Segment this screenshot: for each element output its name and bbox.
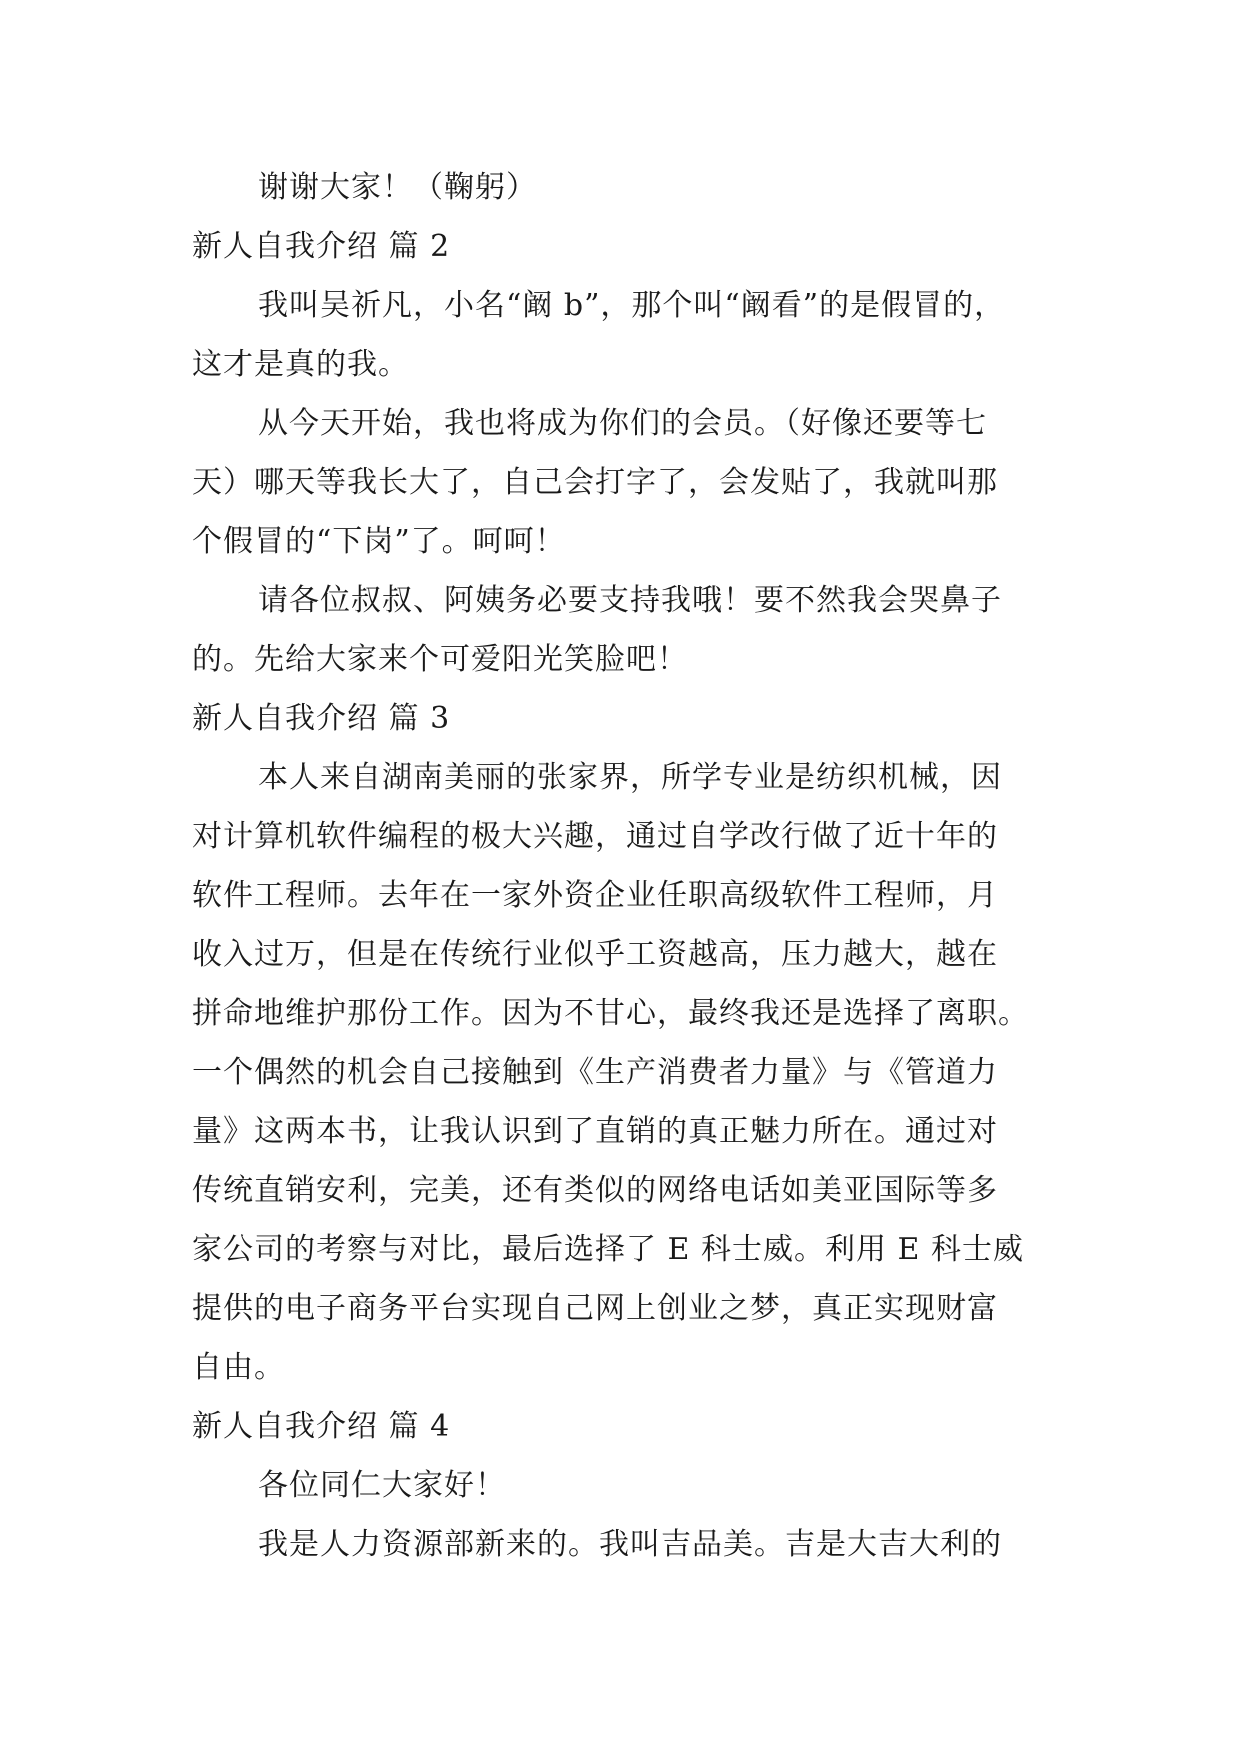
paragraph-line: 对计算机软件编程的极大兴趣，通过自学改行做了近十年的: [192, 819, 998, 854]
paragraph-line: 个假冒的“下岗”了。呵呵！: [192, 524, 566, 559]
section-heading: 新人自我介绍 篇 4: [192, 1409, 451, 1444]
paragraph-line: 自由。: [192, 1350, 285, 1385]
paragraph-line: 软件工程师。去年在一家外资企业任职高级软件工程师，月: [192, 878, 998, 913]
paragraph-line: 谢谢大家！（鞠躬）: [258, 170, 537, 205]
paragraph-line: 我是人力资源部新来的。我叫吉品美。吉是大吉大利的: [258, 1527, 1002, 1562]
paragraph-line: 家公司的考察与对比，最后选择了 E 科士威。利用 E 科士威: [192, 1232, 1024, 1267]
paragraph-line: 各位同仁大家好！: [258, 1468, 506, 1503]
document-body: [192, 158, 1052, 1574]
section-heading: 新人自我介绍 篇 3: [192, 701, 451, 736]
paragraph-line: 提供的电子商务平台实现自己网上创业之梦，真正实现财富: [192, 1291, 998, 1326]
paragraph-line: 一个偶然的机会自己接触到《生产消费者力量》与《管道力: [192, 1055, 998, 1090]
paragraph-line: 收入过万，但是在传统行业似乎工资越高，压力越大，越在: [192, 937, 998, 972]
paragraph-line: 传统直销安利，完美，还有类似的网络电话如美亚国际等多: [192, 1173, 998, 1208]
paragraph-line: 请各位叔叔、阿姨务必要支持我哦！要不然我会哭鼻子: [258, 583, 1002, 618]
section-heading: 新人自我介绍 篇 2: [192, 229, 451, 264]
paragraph-line: 从今天开始，我也将成为你们的会员。（好像还要等七: [258, 406, 987, 441]
paragraph-line: 天）哪天等我长大了，自己会打字了，会发贴了，我就叫那: [192, 465, 998, 500]
paragraph-line: 本人来自湖南美丽的张家界，所学专业是纺织机械，因: [258, 760, 1002, 795]
paragraph-line: 我叫吴祈凡，小名“阚 b”，那个叫“阚看”的是假冒的，: [258, 288, 1006, 323]
paragraph-line: 量》这两本书，让我认识到了直销的真正魅力所在。通过对: [192, 1114, 998, 1149]
paragraph-line: 的。先给大家来个可爱阳光笑脸吧！: [192, 642, 688, 677]
paragraph-line: 这才是真的我。: [192, 347, 409, 382]
paragraph-line: 拼命地维护那份工作。因为不甘心，最终我还是选择了离职。: [192, 996, 1029, 1031]
